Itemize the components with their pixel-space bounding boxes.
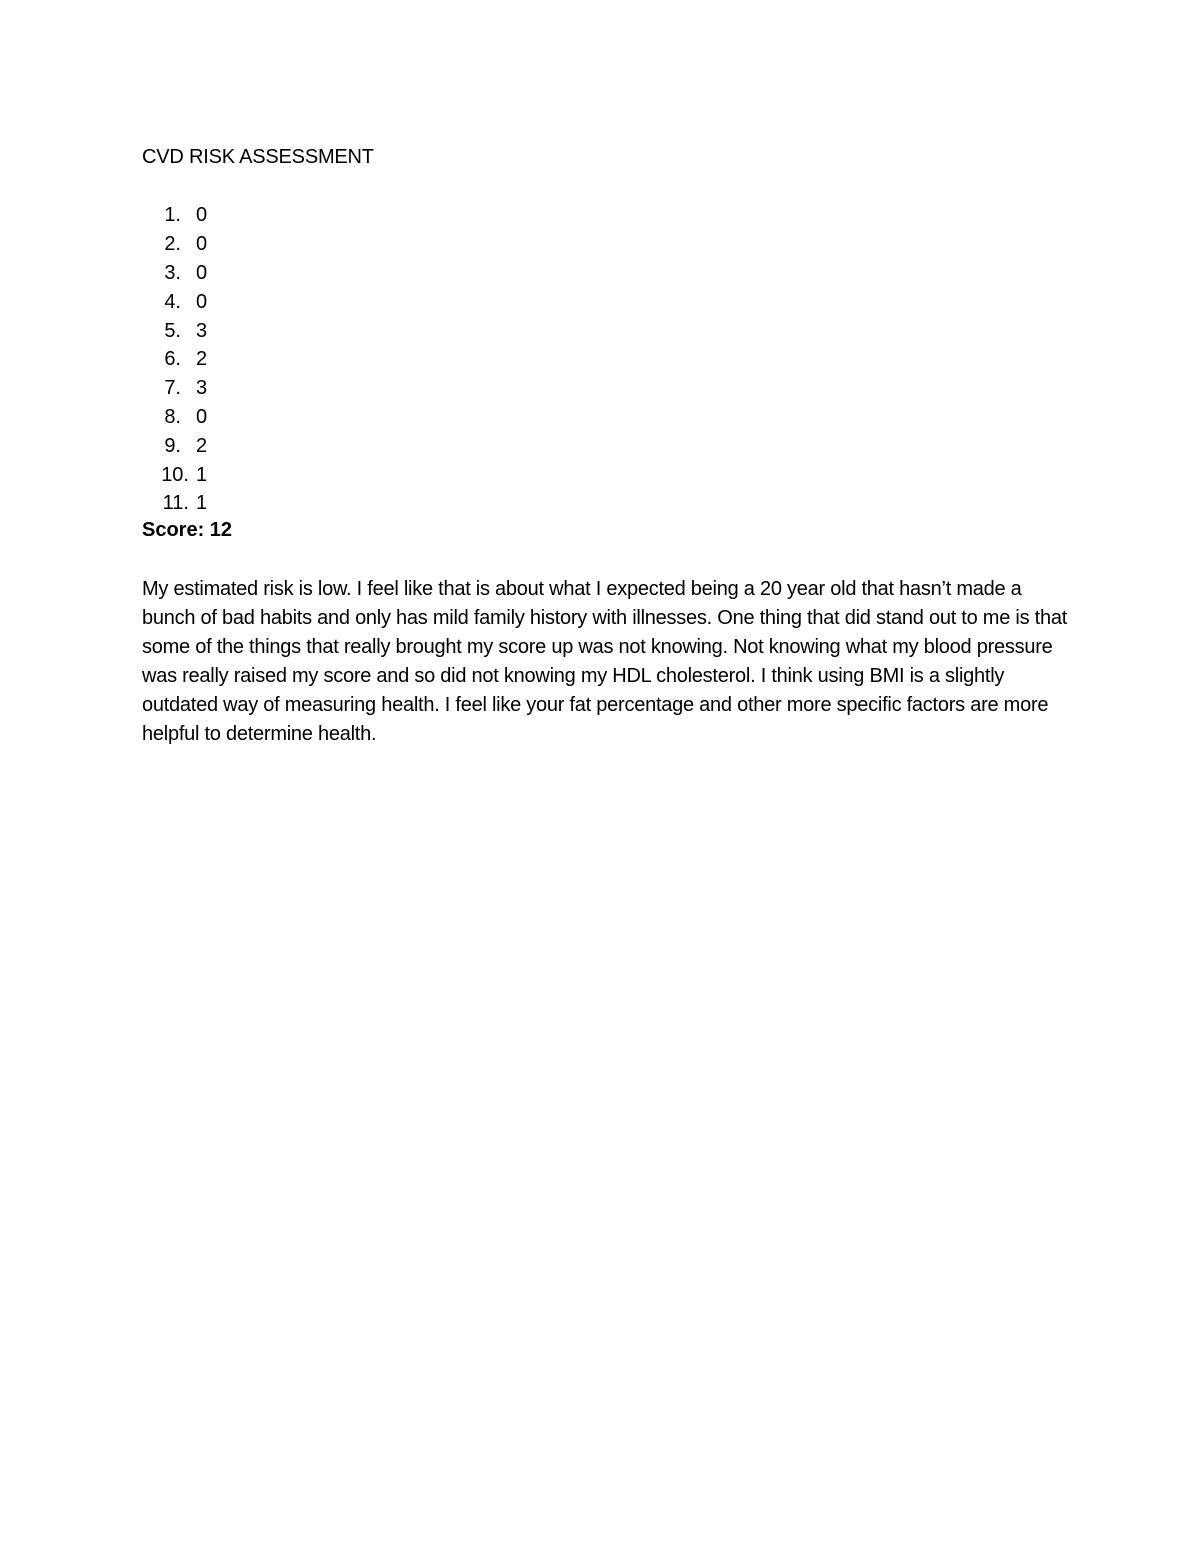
answer-value: 0 — [196, 261, 208, 284]
answer-item — [142, 201, 207, 230]
answer-value: 3 — [196, 377, 208, 400]
answer-number: 10. — [161, 463, 189, 486]
answer-item — [142, 374, 207, 403]
document-title: CVD RISK ASSESSMENT — [142, 146, 374, 168]
answer-number: 3. — [164, 261, 181, 284]
answer-number: 9. — [164, 434, 181, 457]
answer-item — [142, 316, 207, 345]
answer-value: 2 — [196, 434, 208, 457]
answer-item — [142, 345, 207, 374]
answer-value: 1 — [196, 492, 208, 515]
answer-number: 2. — [164, 233, 181, 256]
answer-number: 4. — [164, 290, 181, 313]
answer-value: 2 — [196, 348, 208, 371]
answer-value: 0 — [196, 405, 208, 428]
answer-number: 8. — [164, 405, 181, 428]
answer-value: 3 — [196, 319, 208, 342]
answer-number: 7. — [164, 377, 181, 400]
answer-value: 1 — [196, 463, 208, 486]
answer-number: 5. — [164, 319, 181, 342]
answer-item — [142, 460, 207, 489]
answer-number: 1. — [164, 204, 181, 227]
answer-item — [142, 431, 207, 460]
answer-list — [142, 201, 207, 518]
answer-number: 11. — [162, 492, 189, 515]
answer-value: 0 — [196, 233, 208, 256]
reflection-paragraph: My estimated risk is low. I feel like that is about what I expected being a 20 year old that hasn’t made a bunch of bad habits and only has mild family history with illnesses. One thing that did stand out to me is that some of the things that really brought my score up was not knowing. Not knowing what my blood pressure was really raised my score and so did not knowing my HDL cholesterol. I think using BMI is a slightly outdated way of measuring health. I feel like your fat percentage and other more specific factors are more helpful to determine health. — [142, 578, 1067, 745]
answer-value: 0 — [196, 290, 208, 313]
score-total: Score: 12 — [142, 519, 233, 541]
answer-number: 6. — [164, 348, 181, 371]
answer-item — [142, 287, 207, 316]
answer-item — [142, 259, 207, 288]
answer-value: 0 — [196, 204, 208, 227]
answer-item — [142, 403, 207, 432]
answer-item — [142, 230, 207, 259]
answer-item — [142, 489, 207, 518]
